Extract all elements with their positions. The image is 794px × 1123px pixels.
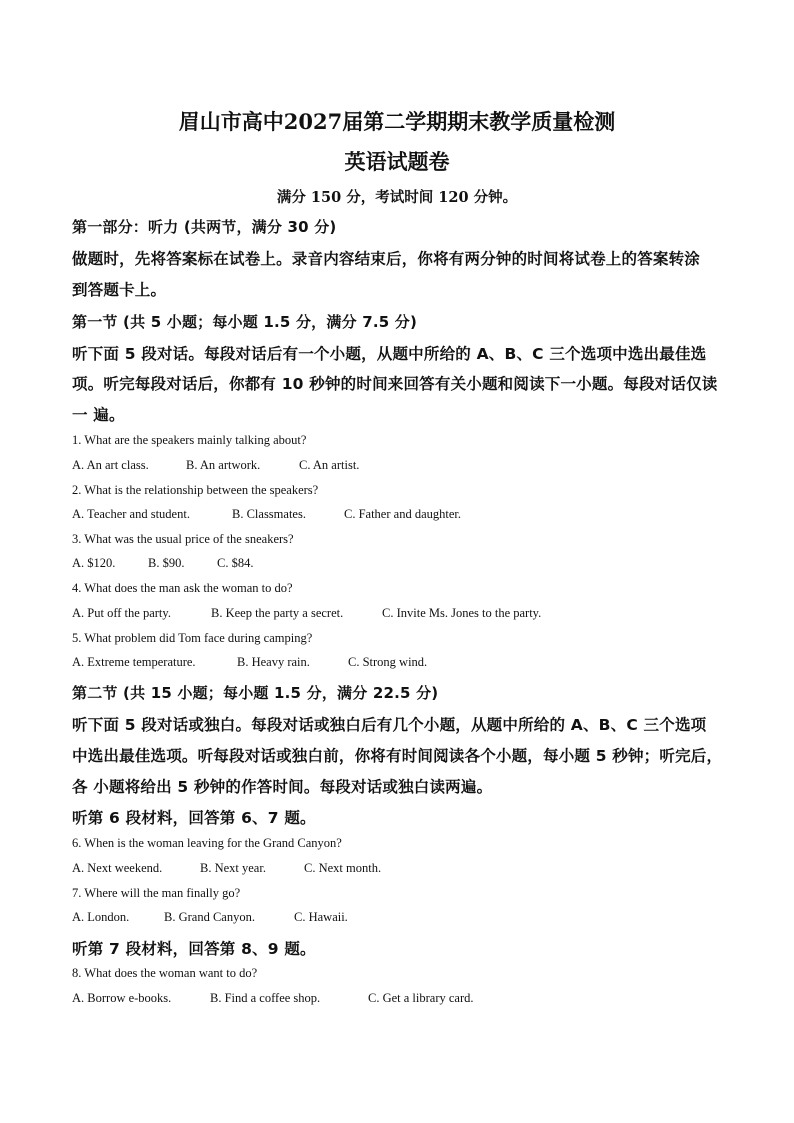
option-a: A. $120. [72, 556, 116, 570]
section2-heading: 第二节 (共 15 小题；每小题 1.5 分，满分 22.5 分) [72, 684, 439, 702]
option-a: A. Put off the party. [72, 606, 171, 620]
question-text: 5. What problem did Tom face during camping? [72, 631, 313, 645]
exam-title: 眉山市高中2027届第二学期期末教学质量检测 [178, 109, 616, 134]
option-b: B. Heavy rain. [237, 655, 310, 669]
option-a: A. An art class. [72, 458, 149, 472]
option-c: C. Hawaii. [294, 910, 348, 924]
option-a: A. Extreme temperature. [72, 655, 196, 669]
option-c: C. Strong wind. [348, 655, 428, 669]
question-text: 7. Where will the man finally go? [72, 886, 241, 900]
question-text: 3. What was the usual price of the sneakers? [72, 532, 294, 546]
part1-instruction-line1: 做题时，先将答案标在试卷上。录音内容结束后，你将有两分钟的时间将试卷上的答案转涂 [72, 250, 701, 268]
option-a: A. Next weekend. [72, 861, 163, 875]
section2-instruction-line1: 听下面 5 段对话或独白。每段对话或独白后有几个小题，从题中所给的 A、B、C 三个选项 [72, 716, 707, 734]
material-7-heading: 听第 7 段材料，回答第 8、9 题。 [72, 940, 316, 958]
part1-instruction-line2: 到答题卡上。 [72, 281, 167, 299]
option-a: A. Borrow e-books. [72, 991, 172, 1005]
option-b: B. Grand Canyon. [164, 910, 255, 924]
option-a: A. Teacher and student. [72, 507, 190, 521]
option-a: A. London. [72, 910, 130, 924]
option-b: B. An artwork. [186, 458, 261, 472]
section1-instruction-line1: 听下面 5 段对话。每段对话后有一个小题，从题中所给的 A、B、C 三个选项中选出最佳选 [72, 345, 707, 363]
option-c: C. An artist. [299, 458, 360, 472]
exam-info: 满分 150 分，考试时间 120 分钟。 [276, 189, 518, 206]
part1-heading: 第一部分：听力 (共两节，满分 30 分) [72, 218, 337, 236]
option-c: C. Invite Ms. Jones to the party. [382, 606, 542, 620]
section1-instruction-line2: 项。听完每段对话后，你都有 10 秒钟的时间来回答有关小题和阅读下一小题。每段对话仅读 [72, 375, 718, 393]
question-text: 2. What is the relationship between the speakers? [72, 483, 319, 497]
question-text: 1. What are the speakers mainly talking about? [72, 433, 307, 447]
exam-subtitle: 英语试题卷 [344, 149, 450, 174]
option-b: B. Find a coffee shop. [210, 991, 321, 1005]
option-c: C. Get a library card. [368, 991, 474, 1005]
option-b: B. Classmates. [232, 507, 306, 521]
section1-instruction-line3: 一 遍。 [72, 406, 125, 424]
option-c: C. Father and daughter. [344, 507, 461, 521]
option-b: B. Next year. [200, 861, 266, 875]
option-b: B. $90. [148, 556, 185, 570]
question-text: 8. What does the woman want to do? [72, 966, 258, 980]
section2-instruction-line3: 各 小题将给出 5 秒钟的作答时间。每段对话或独白读两遍。 [72, 778, 493, 796]
question-text: 4. What does the man ask the woman to do? [72, 581, 293, 595]
section1-heading: 第一节 (共 5 小题；每小题 1.5 分，满分 7.5 分) [72, 313, 418, 331]
option-c: C. Next month. [304, 861, 382, 875]
question-text: 6. When is the woman leaving for the Grand Canyon? [72, 836, 342, 850]
option-c: C. $84. [217, 556, 254, 570]
section2-instruction-line2: 中选出最佳选项。听每段对话或独白前，你将有时间阅读各个小题，每小题 5 秒钟；听完后， [72, 747, 723, 765]
material-6-heading: 听第 6 段材料，回答第 6、7 题。 [72, 809, 316, 827]
option-b: B. Keep the party a secret. [211, 606, 344, 620]
